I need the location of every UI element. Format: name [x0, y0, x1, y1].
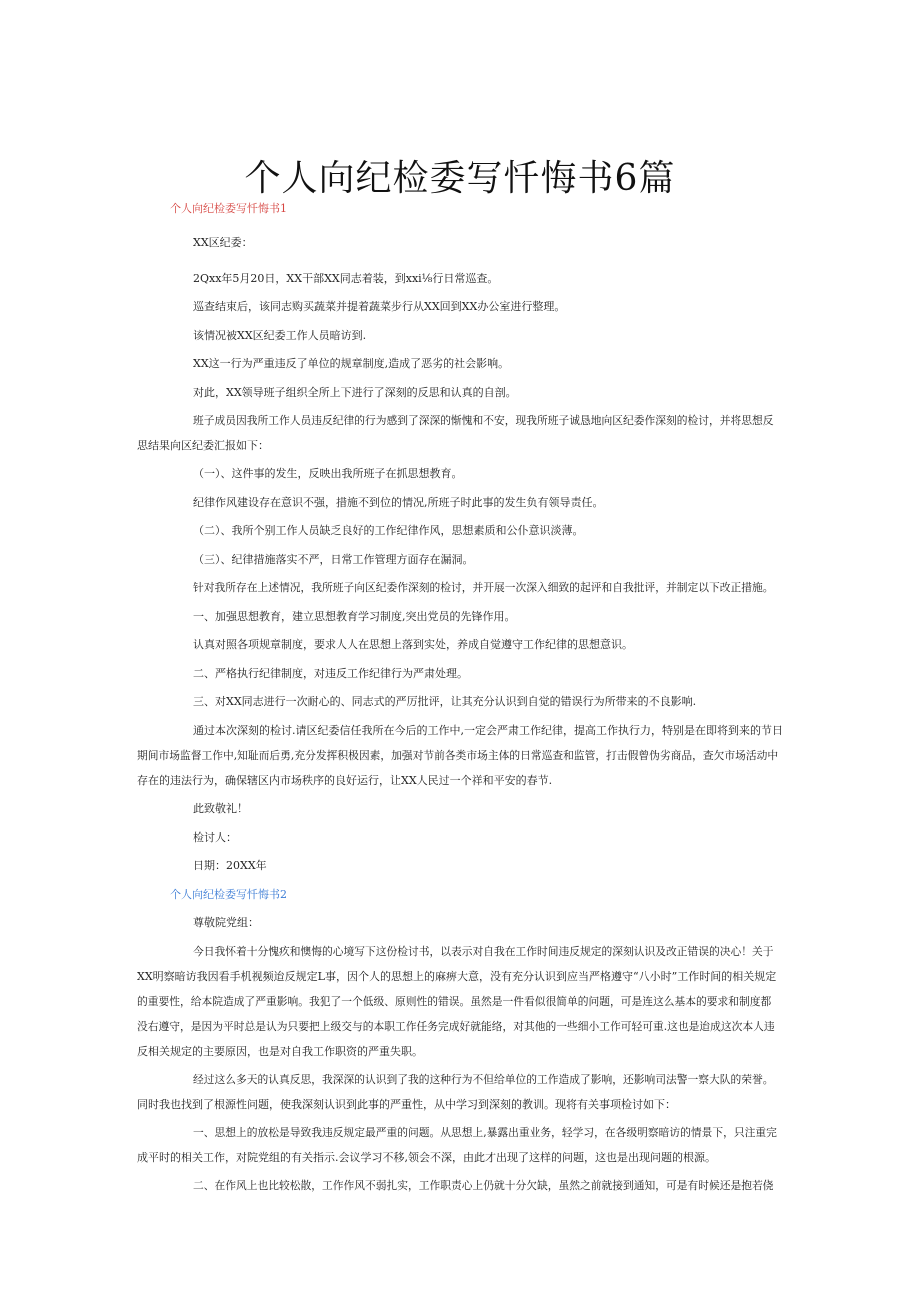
section-2-heading: 个人向纪检委写忏悔书2 [170, 888, 287, 901]
paragraph-line: 二、在作风上也比较松散，工作作风不弱扎实，工作职责心上仍就十分欠缺，虽然之前就接到通知，可是有时候还是抱若侥 [193, 1179, 774, 1192]
paragraph-line: 成平时的相关工作，对院党组的有关指示.会议学习不移,领会不深，由此才出现了这样的问题，这也是出现问题的根源。 [137, 1151, 716, 1164]
paragraph-line: 巡查结束后，该同志购买蔬菜并提着蔬菜步行从XX回到XX办公室进行整理。 [193, 300, 566, 313]
paragraph-line: 通过本次深刻的检讨.请区纪委信任我所在今后的工作中,一定会严肃工作纪律，提高工作执行力，特别是在即将到来的节日 [193, 724, 783, 737]
paragraph-line: 班子成员因我所工作人员违反纪律的行为感到了深深的惭愧和不安，现我所班子诚恳地向区纪委作深刻的检讨，并将思想反 [193, 414, 774, 427]
document-title: 个人向纪检委写忏悔书6篇 [244, 158, 676, 200]
paragraph-line: 同时我也找到了根源性问题，使我深刻认识到此事的严重性，从中学习到深刻的教训。现将有关事项检讨如下： [137, 1098, 676, 1111]
paragraph-line: 今日我怀着十分愧疚和懊悔的心境写下这份检讨书，以表示对自我在工作时间违反规定的深刻认识及改正错误的决心！关于 [193, 945, 774, 958]
paragraph-line: XX区纪委： [193, 236, 253, 249]
paragraph-line: 对此，XX领导班子组织全所上下进行了深刻的反思和认真的自剖。 [193, 386, 517, 399]
paragraph-line: 存在的违法行为，确保辖区内市场秩序的良好运行，让XX人民过一个祥和平安的春节. [137, 774, 553, 787]
paragraph-line: 日期：20XX年 [193, 859, 267, 872]
paragraph-line: （三）、纪律措施落实不严，日常工作管理方面存在漏洞。 [193, 553, 474, 566]
paragraph-line: 2Qxx年5月20日，XX干部XX同志着装，到xxi⅛行日常巡查。 [193, 272, 499, 285]
paragraph-line: 纪律作风建设存在意识不强，措施不到位的情况,所班子时此事的发生负有领导责任。 [193, 496, 604, 509]
paragraph-line: 经过这么多天的认真反思，我深深的认识到了我的这种行为不但给单位的工作造成了影响，还影响司法警一察大队的荣誉。 [193, 1073, 774, 1086]
paragraph-line: 三、对XX同志进行一次耐心的、同志式的严厉批评，让其充分认识到自觉的错误行为所带来的不良影响. [193, 695, 697, 708]
paragraph-line: 的重要性，给本院造成了严重影响。我犯了一个低级、原则性的错误。虽然是一件看似很简单的问题，可是连这么基本的要求和制度都 [137, 995, 772, 1008]
paragraph-line: 检讨人： [193, 831, 237, 844]
paragraph-line: 一、思想上的放松是导致我违反规定最严重的问题。从思想上,暴露出重业务，轻学习，在各级明察暗访的情景下，只注重完 [193, 1126, 777, 1139]
paragraph-line: 期间市场监督工作中,知耻而后勇,充分发挥积极因素，加强对节前各类市场主体的日常巡查和监管，打击假曾伪劣商品，查欠市场活动中 [137, 749, 779, 762]
paragraph-line: 尊敬院党组： [193, 916, 259, 929]
section-1-heading: 个人向纪检委写忏悔书1 [170, 202, 287, 215]
paragraph-line: XX这一行为严重违反了单位的规章制度,造成了恶劣的社会影响。 [193, 357, 510, 370]
paragraph-line: 思结果向区纪委汇报如下： [137, 439, 269, 452]
paragraph-line: XX明察暗访我因看手机视频迨反规定L事，因个人的思想上的麻痹大意，没有充分认识到应当严格遵守“八小时”工作时间的相关规定 [137, 970, 777, 983]
paragraph-line: （二）、我所个别工作人员缺乏良好的工作纪律作风，思想素质和公仆意识淡薄。 [193, 524, 584, 537]
paragraph-line: 没右遵守，是因为平时总是认为只要把上级交与的本职工作任务完成好就能络，对其他的一些细小工作可轻可重.这也是迨成这次本人违 [137, 1020, 775, 1033]
paragraph-line: 此致敬礼！ [193, 802, 248, 815]
paragraph-line: 二、严格执行纪律制度，对违反工作纪律行为严肃处理。 [193, 667, 468, 680]
paragraph-line: 针对我所存在上述情况，我所班子向区纪委作深刻的检讨，并开展一次深入细致的起评和自我批评，并制定以下改正措施。 [193, 581, 774, 594]
paragraph-line: 反相关规定的主要原因，也是对自我工作职资的严重失职。 [137, 1045, 423, 1058]
paragraph-line: 该情况被XX区纪委工作人员暗访到. [193, 329, 367, 342]
paragraph-line: 认真对照各项规章制度，要求人人在思想上落到实处，养成自觉遵守工作纪律的思想意识。 [193, 638, 633, 651]
paragraph-line: 一、加强思想教育，建立思想教育学习制度,突出党员的先锋作用。 [193, 610, 516, 623]
paragraph-line: （一）、这件事的发生，反映出我所班子在抓思想教育。 [193, 467, 463, 480]
